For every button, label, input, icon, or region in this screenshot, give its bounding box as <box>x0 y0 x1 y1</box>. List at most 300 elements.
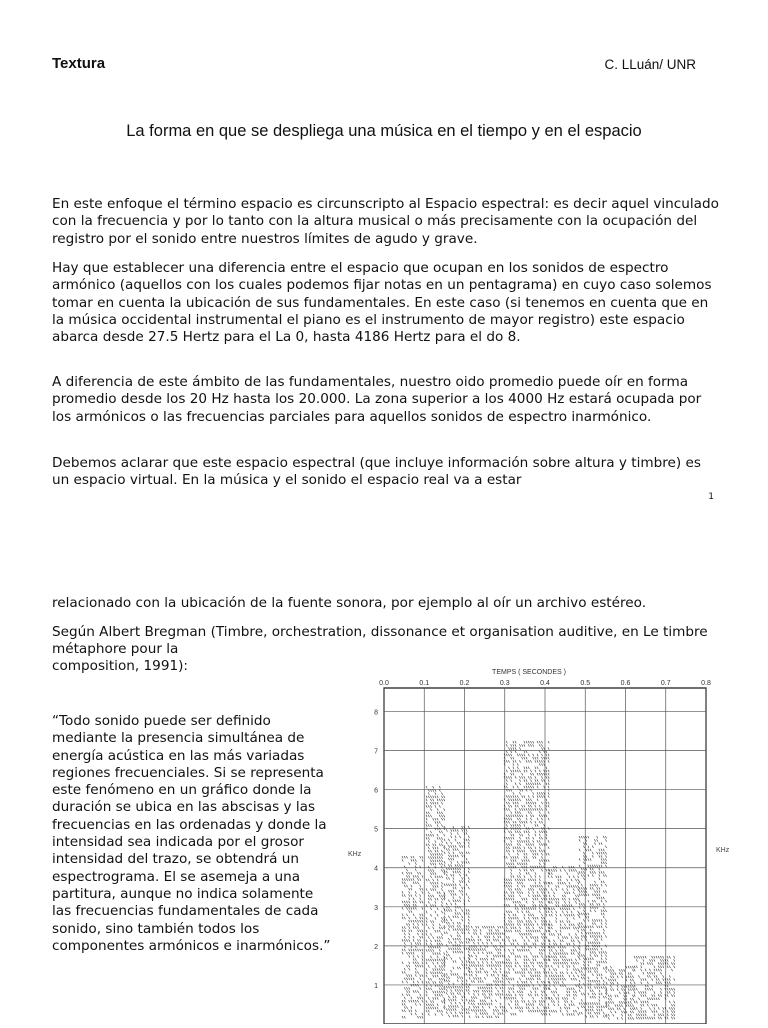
spectral-mark <box>586 938 587 940</box>
spectral-mark <box>571 924 572 926</box>
spectral-mark <box>511 885 512 887</box>
spectral-mark <box>548 786 549 788</box>
spectral-mark <box>638 998 639 1000</box>
spectral-mark <box>444 925 445 927</box>
spectral-mark <box>667 982 668 984</box>
spectral-mark <box>663 1010 664 1012</box>
spectral-mark <box>524 741 525 743</box>
spectral-mark <box>402 962 403 964</box>
spectral-mark <box>498 977 499 979</box>
spectral-mark <box>573 917 574 919</box>
spectral-mark <box>459 938 460 940</box>
spectral-mark <box>592 990 593 992</box>
spectral-mark <box>544 815 545 817</box>
spectral-mark <box>599 986 600 988</box>
spectral-mark <box>567 988 568 990</box>
spectral-mark <box>630 1008 631 1010</box>
time-tick-label: 0.7 <box>660 680 671 687</box>
spectral-mark <box>413 907 414 909</box>
spectral-mark <box>560 940 561 942</box>
spectral-mark <box>619 1001 620 1003</box>
spectral-mark <box>530 923 531 925</box>
spectral-mark <box>530 981 531 983</box>
spectral-mark <box>455 855 456 857</box>
spectral-mark <box>567 872 568 874</box>
spectral-mark <box>560 952 561 954</box>
spectral-mark <box>480 980 481 982</box>
spectral-mark <box>515 859 516 861</box>
spectral-mark <box>526 901 527 903</box>
spectral-mark <box>451 836 452 838</box>
spectral-mark <box>641 1007 642 1009</box>
spectral-mark <box>435 853 436 855</box>
spectral-mark <box>484 1009 485 1011</box>
spectral-mark <box>608 969 609 971</box>
spectral-mark <box>564 927 565 929</box>
spectral-mark <box>581 926 582 928</box>
spectral-mark <box>544 795 545 797</box>
spectral-mark <box>426 1004 427 1006</box>
spectral-mark <box>495 948 496 950</box>
spectral-mark <box>489 993 490 995</box>
spectral-mark <box>404 926 405 928</box>
spectral-mark <box>553 1010 554 1012</box>
spectral-mark <box>674 966 675 968</box>
spectral-mark <box>578 968 579 970</box>
spectral-mark <box>515 811 516 813</box>
spectral-mark <box>526 757 527 759</box>
spectral-mark <box>669 1007 670 1009</box>
spectral-mark <box>422 933 423 935</box>
spectral-mark <box>448 922 449 924</box>
spectral-mark <box>590 887 591 889</box>
spectral-mark <box>539 907 540 909</box>
spectral-mark <box>541 741 542 743</box>
spectral-mark <box>417 962 418 964</box>
spectral-mark <box>533 997 534 999</box>
spectral-mark <box>441 863 442 865</box>
spectral-mark <box>426 805 427 807</box>
spectral-mark <box>528 984 529 986</box>
spectral-mark <box>564 924 565 926</box>
spectral-mark <box>583 874 584 876</box>
spectral-mark <box>519 760 520 762</box>
spectral-mark <box>539 882 540 884</box>
spectral-mark <box>586 868 587 870</box>
spectral-mark <box>508 767 509 769</box>
spectral-mark <box>581 932 582 934</box>
spectral-mark <box>524 847 525 849</box>
time-tick-label: 0.1 <box>419 680 430 687</box>
spectral-mark <box>522 859 523 861</box>
spectral-mark <box>599 990 600 992</box>
spectral-mark <box>588 926 589 928</box>
spectral-mark <box>428 1010 429 1012</box>
spectral-mark <box>658 994 659 996</box>
spectral-mark <box>533 815 534 817</box>
spectral-mark <box>439 895 440 897</box>
spectral-mark <box>506 776 507 778</box>
spectral-mark <box>535 853 536 855</box>
spectral-mark <box>594 884 595 886</box>
spectral-mark <box>446 829 447 831</box>
spectral-mark <box>513 1013 514 1015</box>
spectral-mark <box>613 1001 614 1003</box>
spectral-mark <box>626 1004 627 1006</box>
spectral-mark <box>544 770 545 772</box>
spectral-mark <box>517 754 518 756</box>
spectral-mark <box>433 869 434 871</box>
spectral-mark <box>626 998 627 1000</box>
spectral-mark <box>495 977 496 979</box>
spectral-mark <box>556 949 557 951</box>
time-tick-label: 0.2 <box>459 680 470 687</box>
spectral-mark <box>506 783 507 785</box>
spectral-mark <box>402 872 403 874</box>
spectral-mark <box>502 1012 503 1014</box>
spectral-mark <box>466 852 467 854</box>
spectral-mark <box>573 943 574 945</box>
spectral-mark <box>539 863 540 865</box>
spectral-mark <box>546 815 547 817</box>
spectral-mark <box>526 831 527 833</box>
spectral-mark <box>581 894 582 896</box>
spectral-mark <box>546 837 547 839</box>
spectral-mark <box>583 852 584 854</box>
spectral-mark <box>515 879 516 881</box>
spectral-mark <box>528 930 529 932</box>
spectral-mark <box>457 976 458 978</box>
spectral-mark <box>548 885 549 887</box>
spectral-mark <box>597 887 598 889</box>
spectral-mark <box>630 982 631 984</box>
spectral-mark <box>581 913 582 915</box>
spectral-mark <box>610 976 611 978</box>
spectral-mark <box>420 978 421 980</box>
spectral-mark <box>562 956 563 958</box>
spectral-mark <box>457 922 458 924</box>
spectral-mark <box>515 971 516 973</box>
spectral-mark <box>583 890 584 892</box>
spectral-mark <box>592 974 593 976</box>
spectral-mark <box>453 877 454 879</box>
freq-tick-label: 3 <box>374 904 378 912</box>
spectral-mark <box>409 926 410 928</box>
spectral-mark <box>409 901 410 903</box>
spectral-mark <box>489 936 490 938</box>
spectral-mark <box>528 1003 529 1005</box>
spectral-mark <box>583 993 584 995</box>
spectral-mark <box>575 879 576 881</box>
spectral-mark <box>579 900 580 902</box>
spectral-mark <box>441 882 442 884</box>
spectral-mark <box>560 876 561 878</box>
spectral-mark <box>511 859 512 861</box>
spectral-mark <box>441 856 442 858</box>
spectral-mark <box>549 1010 550 1012</box>
spectral-mark <box>601 871 602 873</box>
spectral-mark <box>513 799 514 801</box>
spectral-mark <box>581 874 582 876</box>
spectral-mark <box>537 799 538 801</box>
spectral-mark <box>473 952 474 954</box>
spectral-mark <box>446 951 447 953</box>
spectral-mark <box>519 869 520 871</box>
spectral-mark <box>426 1007 427 1009</box>
spectral-mark <box>459 1002 460 1004</box>
spectral-mark <box>605 836 606 838</box>
spectral-mark <box>654 994 655 996</box>
spectral-mark <box>422 962 423 964</box>
spectral-mark <box>480 939 481 941</box>
spectral-mark <box>524 981 525 983</box>
spectral-mark <box>599 894 600 896</box>
spectral-mark <box>581 977 582 979</box>
spectral-mark <box>511 818 512 820</box>
spectral-mark <box>526 965 527 967</box>
spectral-mark <box>448 884 449 886</box>
spectral-mark <box>553 978 554 980</box>
spectral-mark <box>495 964 496 966</box>
spectral-mark <box>674 994 675 996</box>
spectral-mark <box>462 887 463 889</box>
spectral-mark <box>605 862 606 864</box>
spectral-mark <box>548 978 549 980</box>
spectral-mark <box>491 968 492 970</box>
spectral-mark <box>539 975 540 977</box>
spectral-mark <box>428 895 429 897</box>
spectral-mark <box>426 1010 427 1012</box>
spectral-mark <box>579 942 580 944</box>
spectral-mark <box>468 925 469 927</box>
spectral-mark <box>652 962 653 964</box>
spectral-mark <box>413 859 414 861</box>
spectral-mark <box>575 869 576 871</box>
spectral-mark <box>453 986 454 988</box>
spectral-mark <box>448 877 449 879</box>
spectral-mark <box>541 818 542 820</box>
spectral-mark <box>634 991 635 993</box>
spectral-mark <box>455 999 456 1001</box>
spectral-mark <box>466 948 467 950</box>
paragraph-2: Hay que establecer una diferencia entre el espacio que ocupan en los sonidos de espectro armónico (aquellos con los cuales podemos fijar notas en un pentagrama) en cuyo caso solemos tomar en cuenta la ubicación de sus fundamentales. En este caso (si tenemos en cuenta que en la música occidental instrumental el piano es el instrumento de mayor registro) este espacio abarca desde 27.5 Hertz para el La 0, hasta 4186 Hertz para el do 8. <box>52 260 712 346</box>
spectral-mark <box>444 845 445 847</box>
spectral-mark <box>524 975 525 977</box>
spectral-mark <box>489 952 490 954</box>
time-tick-label: 0.6 <box>620 680 631 687</box>
spectral-mark <box>489 939 490 941</box>
spectral-mark <box>519 850 520 852</box>
spectral-mark <box>422 914 423 916</box>
spectral-mark <box>439 968 440 970</box>
spectral-mark <box>428 815 429 817</box>
spectral-mark <box>517 795 518 797</box>
spectral-mark <box>535 802 536 804</box>
spectral-mark <box>404 949 405 951</box>
spectral-mark <box>562 908 563 910</box>
spectral-mark <box>506 923 507 925</box>
spectral-mark <box>535 1000 536 1002</box>
spectral-mark <box>590 1012 591 1014</box>
citation-line-1: Según Albert Bregman (Timbre, orchestration, dissonance et organisation auditive, en Le timbre métaphore pour la <box>52 624 708 658</box>
spectral-mark <box>581 836 582 838</box>
spectral-mark <box>544 1013 545 1015</box>
spectral-mark <box>515 917 516 919</box>
spectral-mark <box>541 802 542 804</box>
spectral-mark <box>515 856 516 858</box>
spectral-mark <box>610 982 611 984</box>
spectral-mark <box>457 848 458 850</box>
spectral-mark <box>546 971 547 973</box>
spectral-mark <box>526 815 527 817</box>
spectral-mark <box>508 898 509 900</box>
spectral-mark <box>468 871 469 873</box>
spectral-mark <box>437 914 438 916</box>
spectral-mark <box>624 995 625 997</box>
spectral-mark <box>502 974 503 976</box>
spectral-mark <box>430 824 431 826</box>
spectral-mark <box>526 783 527 785</box>
spectral-mark <box>564 898 565 900</box>
spectral-mark <box>413 955 414 957</box>
spectral-mark <box>482 952 483 954</box>
spectral-mark <box>406 994 407 996</box>
spectral-mark <box>506 911 507 913</box>
spectral-mark <box>444 1007 445 1009</box>
spectral-mark <box>519 994 520 996</box>
spectral-mark <box>544 971 545 973</box>
spectral-mark <box>539 927 540 929</box>
spectral-mark <box>588 964 589 966</box>
spectral-mark <box>433 888 434 890</box>
spectral-mark <box>526 786 527 788</box>
spectral-mark <box>433 1004 434 1006</box>
spectral-mark <box>535 847 536 849</box>
spectral-mark <box>451 1012 452 1014</box>
spectral-mark <box>428 879 429 881</box>
spectral-mark <box>426 821 427 823</box>
spectral-mark <box>457 925 458 927</box>
spectral-mark <box>455 1012 456 1014</box>
spectral-mark <box>413 962 414 964</box>
spectral-mark <box>581 868 582 870</box>
spectral-mark <box>513 744 514 746</box>
spectral-mark <box>462 951 463 953</box>
spectral-mark <box>411 878 412 880</box>
spectral-mark <box>433 949 434 951</box>
spectral-mark <box>511 895 512 897</box>
spectral-mark <box>605 900 606 902</box>
spectral-mark <box>654 956 655 958</box>
spectral-mark <box>517 920 518 922</box>
spectral-mark <box>459 864 460 866</box>
spectral-mark <box>506 959 507 961</box>
spectral-mark <box>517 1007 518 1009</box>
spectral-mark <box>605 919 606 921</box>
spectral-mark <box>466 893 467 895</box>
spectral-mark <box>544 907 545 909</box>
spectral-mark <box>597 839 598 841</box>
spectral-mark <box>588 849 589 851</box>
spectral-mark <box>573 1010 574 1012</box>
spectral-mark <box>562 952 563 954</box>
spectral-mark <box>551 972 552 974</box>
spectral-mark <box>455 871 456 873</box>
spectral-mark <box>654 972 655 974</box>
spectral-mark <box>528 959 529 961</box>
spectral-mark <box>402 930 403 932</box>
spectral-mark <box>546 834 547 836</box>
spectral-mark <box>590 961 591 963</box>
spectral-mark <box>581 890 582 892</box>
spectral-mark <box>457 900 458 902</box>
spectral-mark <box>546 859 547 861</box>
spectral-mark <box>537 786 538 788</box>
spectral-mark <box>413 958 414 960</box>
spectral-mark <box>404 1006 405 1008</box>
spectral-mark <box>430 946 431 948</box>
spectral-mark <box>444 912 445 914</box>
spectral-mark <box>508 805 509 807</box>
spectral-mark <box>599 897 600 899</box>
spectral-mark <box>473 961 474 963</box>
spectral-mark <box>539 1003 540 1005</box>
spectral-mark <box>556 898 557 900</box>
spectral-mark <box>588 865 589 867</box>
spectral-mark <box>495 971 496 973</box>
spectral-mark <box>560 1010 561 1012</box>
spectral-mark <box>513 815 514 817</box>
spectral-mark <box>506 808 507 810</box>
spectral-mark <box>455 836 456 838</box>
spectral-mark <box>448 839 449 841</box>
spectral-mark <box>539 744 540 746</box>
spectral-mark <box>459 906 460 908</box>
spectral-mark <box>624 969 625 971</box>
spectral-mark <box>437 968 438 970</box>
spectral-mark <box>526 978 527 980</box>
spectral-mark <box>560 908 561 910</box>
spectral-mark <box>420 901 421 903</box>
spectral-mark <box>489 932 490 934</box>
spectral-mark <box>428 959 429 961</box>
spectral-mark <box>599 974 600 976</box>
spectral-mark <box>404 933 405 935</box>
spectral-mark <box>632 985 633 987</box>
spectral-mark <box>610 1011 611 1013</box>
freq-tick-label: 7 <box>374 748 378 756</box>
spectral-mark <box>541 965 542 967</box>
spectral-mark <box>624 985 625 987</box>
spectral-mark <box>551 872 552 874</box>
spectral-mark <box>517 763 518 765</box>
spectral-mark <box>506 824 507 826</box>
spectral-mark <box>553 898 554 900</box>
spectral-mark <box>508 981 509 983</box>
spectral-mark <box>513 978 514 980</box>
spectral-mark <box>439 856 440 858</box>
spectral-mark <box>522 981 523 983</box>
spectral-mark <box>588 932 589 934</box>
spectral-mark <box>541 898 542 900</box>
spectral-mark <box>413 936 414 938</box>
spectral-mark <box>502 961 503 963</box>
spectral-mark <box>517 805 518 807</box>
freq-tick-label: 8 <box>374 709 378 717</box>
spectral-mark <box>511 875 512 877</box>
spectral-mark <box>413 923 414 925</box>
spectral-mark <box>439 831 440 833</box>
